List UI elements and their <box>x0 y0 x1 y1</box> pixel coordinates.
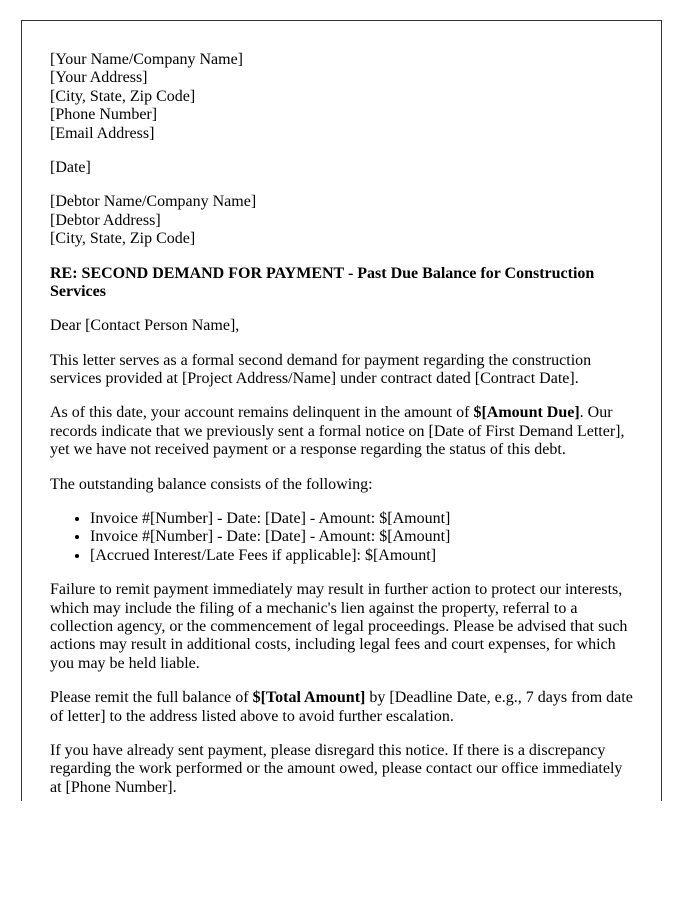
balance-intro-paragraph: The outstanding balance consists of the following: <box>50 475 373 493</box>
invoice-list <box>50 510 634 565</box>
sender-phone-line: [Phone Number] <box>50 106 158 124</box>
remit-text-before: Please remit the full balance of <box>50 689 253 707</box>
delinquency-text-before: As of this date, your account remains delinquent in the amount of <box>50 404 474 422</box>
delinquency-text-after: . Our records indicate that we previously sent a formal notice on [Date of First Demand Letter], yet we have not received payment or a response regarding the status of this debt. <box>50 404 625 459</box>
debtor-address-block <box>50 193 634 248</box>
sender-city-state-zip-line: [City, State, Zip Code] <box>50 87 196 105</box>
invoice-item: • Invoice #[Number] - Date: [Date] - Amount: $[Amount] <box>90 510 634 528</box>
invoice-item: • [Accrued Interest/Late Fees if applicable]: $[Amount] <box>90 547 634 565</box>
demand-letter-document <box>21 20 662 801</box>
invoice-item: • Invoice #[Number] - Date: [Date] - Amount: $[Amount] <box>90 528 634 546</box>
debtor-address-line: [Debtor Address] <box>50 211 161 229</box>
delinquency-paragraph <box>50 404 634 459</box>
disregard-paragraph: If you have already sent payment, please disregard this notice. If there is a discrepancy regarding the work performed or the amount owed, please contact our office immediately at [Phone Number]. <box>50 741 623 796</box>
remit-text-after: by [Deadline Date, e.g., 7 days from date of letter] to the address listed above to avoid further escalation. <box>50 689 633 725</box>
debtor-city-state-zip-line: [City, State, Zip Code] <box>50 230 196 248</box>
sender-name-line: [Your Name/Company Name] <box>50 51 244 68</box>
amount-due-placeholder: $[Amount Due] <box>473 404 580 422</box>
total-amount-placeholder: $[Total Amount] <box>252 689 366 707</box>
intro-paragraph: This letter serves as a formal second demand for payment regarding the construction services provided at [Project Address/Name] under contract dated [Contract Date]. <box>50 351 592 388</box>
debtor-name-line: [Debtor Name/Company Name] <box>50 193 257 211</box>
date-line: [Date] <box>50 158 91 176</box>
subject-line: RE: SECOND DEMAND FOR PAYMENT - Past Due Balance for Construction Services <box>50 264 595 300</box>
salutation: Dear [Contact Person Name], <box>50 317 240 335</box>
sender-email-line: [Email Address] <box>50 124 155 142</box>
remit-paragraph <box>50 689 634 726</box>
sender-address-line: [Your Address] <box>50 69 148 87</box>
consequences-paragraph: Failure to remit payment immediately may result in further action to protect our interests, which may include the filing of a mechanic's lien against the property, referral to a collection agency, or the commencement of legal proceedings. Please be advised that such actions may result in additional costs, including legal fees and court expenses, for which you may be held liable. <box>50 581 628 672</box>
sender-address-block <box>50 51 634 143</box>
